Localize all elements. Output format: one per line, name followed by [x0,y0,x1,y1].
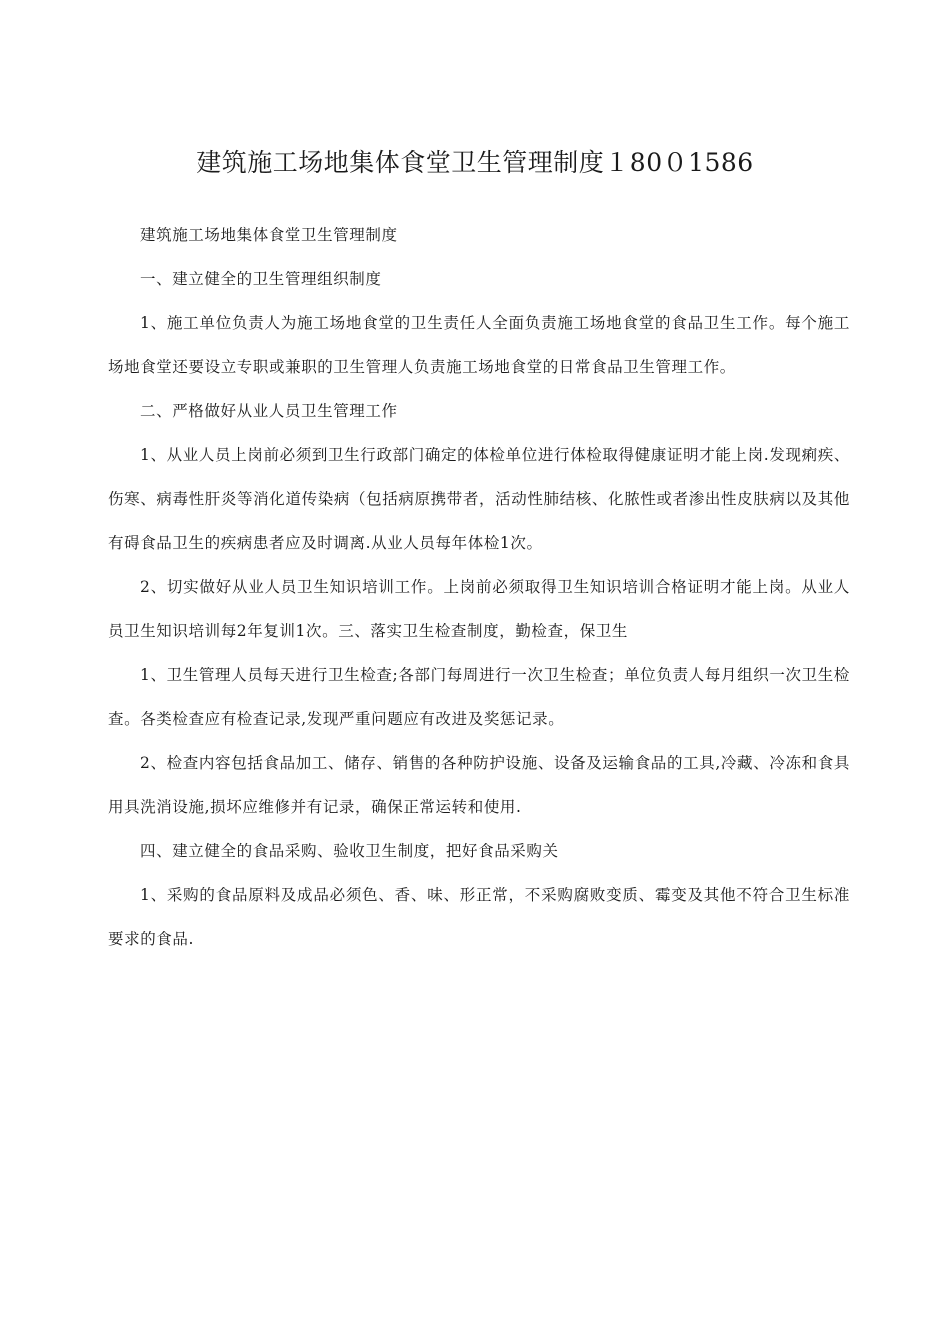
section-heading-4: 四、建立健全的食品采购、验收卫生制度，把好食品采购关 [140,842,559,860]
section-heading-2: 二、严格做好从业人员卫生管理工作 [140,402,398,420]
paragraph: 1、卫生管理人员每天进行卫生检查;各部门每周进行一次卫生检查；单位负责人每月组织一次卫生检查。各类检查应有检查记录,发现严重问题应有改进及奖惩记录。 [108,666,850,728]
paragraph: 1、施工单位负责人为施工场地食堂的卫生责任人全面负责施工场地食堂的食品卫生工作。每个施工场地食堂还要设立专职或兼职的卫生管理人负责施工场地食堂的日常食品卫生管理工作。 [108,314,850,376]
paragraph-heading: 建筑施工场地集体食堂卫生管理制度 [140,226,398,244]
paragraph: 1、采购的食品原料及成品必须色、香、味、形正常，不采购腐败变质、霉变及其他不符合卫生标准要求的食品. [108,886,850,948]
paragraph: 2、切实做好从业人员卫生知识培训工作。上岗前必须取得卫生知识培训合格证明才能上岗。从业人员卫生知识培训每2年复训1次。三、落实卫生检查制度，勤检查，保卫生 [108,578,850,640]
section-heading-1: 一、建立健全的卫生管理组织制度 [140,270,382,288]
document-body [108,213,850,961]
paragraph: 2、检查内容包括食品加工、储存、销售的各种防护设施、设备及运输食品的工具,冷藏、冷冻和食具用具洗消设施,损坏应维修并有记录，确保正常运转和使用. [108,754,850,816]
paragraph: 1、从业人员上岗前必须到卫生行政部门确定的体检单位进行体检取得健康证明才能上岗.发现痢疾、伤寒、病毒性肝炎等消化道传染病（包括病原携带者，活动性肺结核、化脓性或者渗出性皮肤病以及其他有碍食品卫生的疾病患者应及时调离.从业人员每年体检1次。 [108,446,850,552]
document-title: 建筑施工场地集体食堂卫生管理制度１80０1586 [196,148,754,177]
